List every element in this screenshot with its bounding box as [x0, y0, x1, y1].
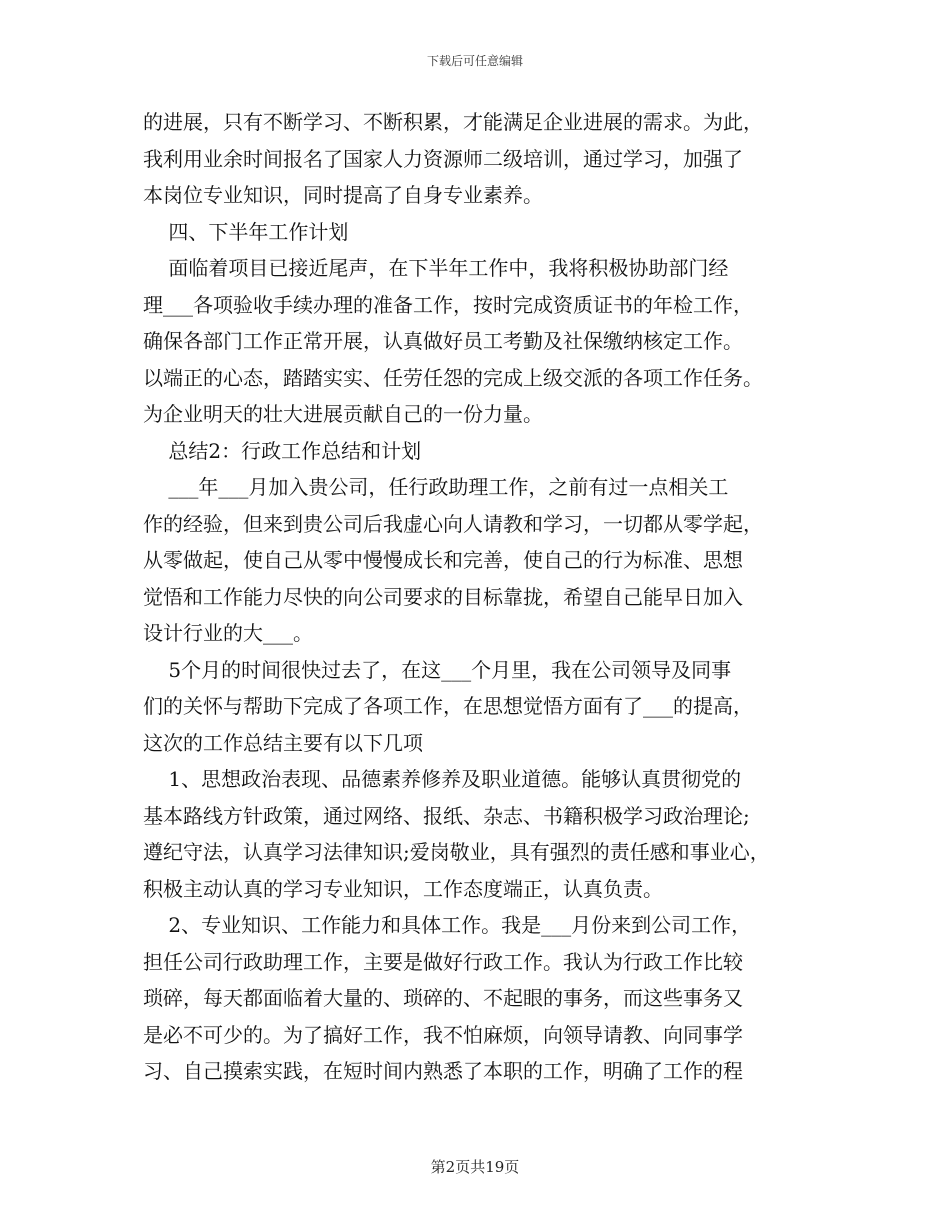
body-text-line: 从零做起，使自己从零中慢慢成长和完善，使自己的行为标准、思想 [143, 548, 743, 572]
page-header-note: 下载后可任意编辑 [426, 54, 523, 68]
body-text-line: 作的经验，但来到贵公司后我虚心向人请教和学习，一切都从零学起， [143, 511, 763, 536]
body-text-line: 设计行业的大___。 [143, 621, 313, 645]
body-text-line: 担任公司行政助理工作，主要是做好行政工作。我认为行政工作比较 [143, 949, 743, 974]
body-text-line: 四、下半年工作计划 [143, 219, 349, 244]
body-text-line: 的进展，只有不断学习、不断积累，才能满足企业进展的需求。为此， [143, 110, 763, 134]
page-footer: 第2页共19页 [430, 1158, 520, 1176]
body-text-line: 总结2：行政工作总结和计划 [143, 438, 422, 463]
body-text-line: 为企业明天的壮大进展贡献自己的一份力量。 [143, 402, 543, 426]
body-text-line: 2、专业知识、工作能力和具体工作。我是___月份来到公司工作， [143, 913, 752, 937]
body-text-line: 面临着项目已接近尾声，在下半年工作中，我将积极协助部门经 [143, 256, 729, 280]
body-text-line: 确保各部门工作正常开展，认真做好员工考勤及社保缴纳核定工作。 [143, 329, 743, 353]
body-text-line: 是必不可少的。为了搞好工作，我不怕麻烦，向领导请教、向同事学 [143, 1022, 743, 1047]
body-text-line: 我利用业余时间报名了国家人力资源师二级培训，通过学习，加强了 [143, 146, 743, 171]
body-text-line: 1、思想政治表现、品德素养修养及职业道德。能够认真贯彻党的 [143, 767, 742, 791]
body-text-line: ___年___月加入贵公司，任行政助理工作，之前有过一点相关工 [143, 475, 729, 499]
body-text-line: 觉悟和工作能力尽快的向公司要求的目标靠拢，希望自己能早日加入 [143, 584, 743, 609]
body-text-line: 们的关怀与帮助下完成了各项工作，在思想觉悟方面有了___的提高， [143, 694, 753, 718]
body-text-line: 基本路线方针政策，通过网络、报纸、杂志、书籍积极学习政治理论; [143, 803, 750, 828]
body-text-line: 琐碎，每天都面临着大量的、琐碎的、不起眼的事务，而这些事务又 [143, 986, 743, 1010]
body-text-line: 以端正的心态，踏踏实实、任劳任怨的完成上级交派的各项工作任务。 [143, 365, 763, 390]
document-body [143, 104, 823, 1090]
body-text-line: 理___各项验收手续办理的准备工作，按时完成资质证书的年检工作， [143, 292, 753, 317]
body-text-line: 本岗位专业知识，同时提高了自身专业素养。 [143, 183, 543, 207]
body-text-line: 习、自己摸索实践，在短时间内熟悉了本职的工作，明确了工作的程 [143, 1059, 743, 1083]
body-text-line: 5个月的时间很快过去了，在这___个月里，我在公司领导及同事 [143, 657, 732, 682]
body-text-line: 这次的工作总结主要有以下几项 [143, 730, 423, 755]
body-text-line: 遵纪守法，认真学习法律知识;爱岗敬业，具有强烈的责任感和事业心， [143, 840, 770, 864]
body-text-line: 积极主动认真的学习专业知识，工作态度端正，认真负责。 [143, 876, 663, 901]
